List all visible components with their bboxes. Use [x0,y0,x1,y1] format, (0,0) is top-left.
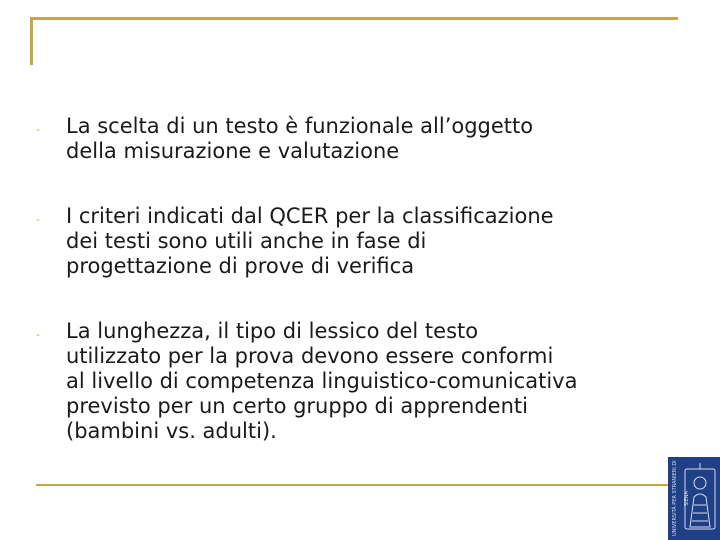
bullet-item [36,114,676,164]
bullet-item [36,204,676,279]
university-seal-icon [682,461,718,537]
bullet-list [36,114,676,444]
bullet-text: La scelta di un testo è funzionale all’oggetto della misurazione e valutazione [66,114,534,163]
bullet-text: La lunghezza, il tipo di lessico del testo utilizzato per la prova devono essere conformi al livello di competenza linguistico-comunicativa previsto per un certo gruppo di apprendenti (bambini vs. adulti). [66,319,578,443]
bullet-marker: - [36,328,40,341]
bullet-item [36,319,676,444]
university-emblem [668,457,720,540]
bullet-marker: - [36,213,40,226]
frame-bottom-rule [36,484,668,486]
bullet-marker: - [36,123,40,136]
frame-top-rule [30,17,678,20]
frame-left-rule [30,17,33,65]
bullet-text: I criteri indicati dal QCER per la classificazione dei testi sono utili anche in fase di progettazione di prove di verifica [66,204,554,278]
emblem-caption: UNIVERSITÀ PER STRANIERI DI SIENA [672,460,690,537]
